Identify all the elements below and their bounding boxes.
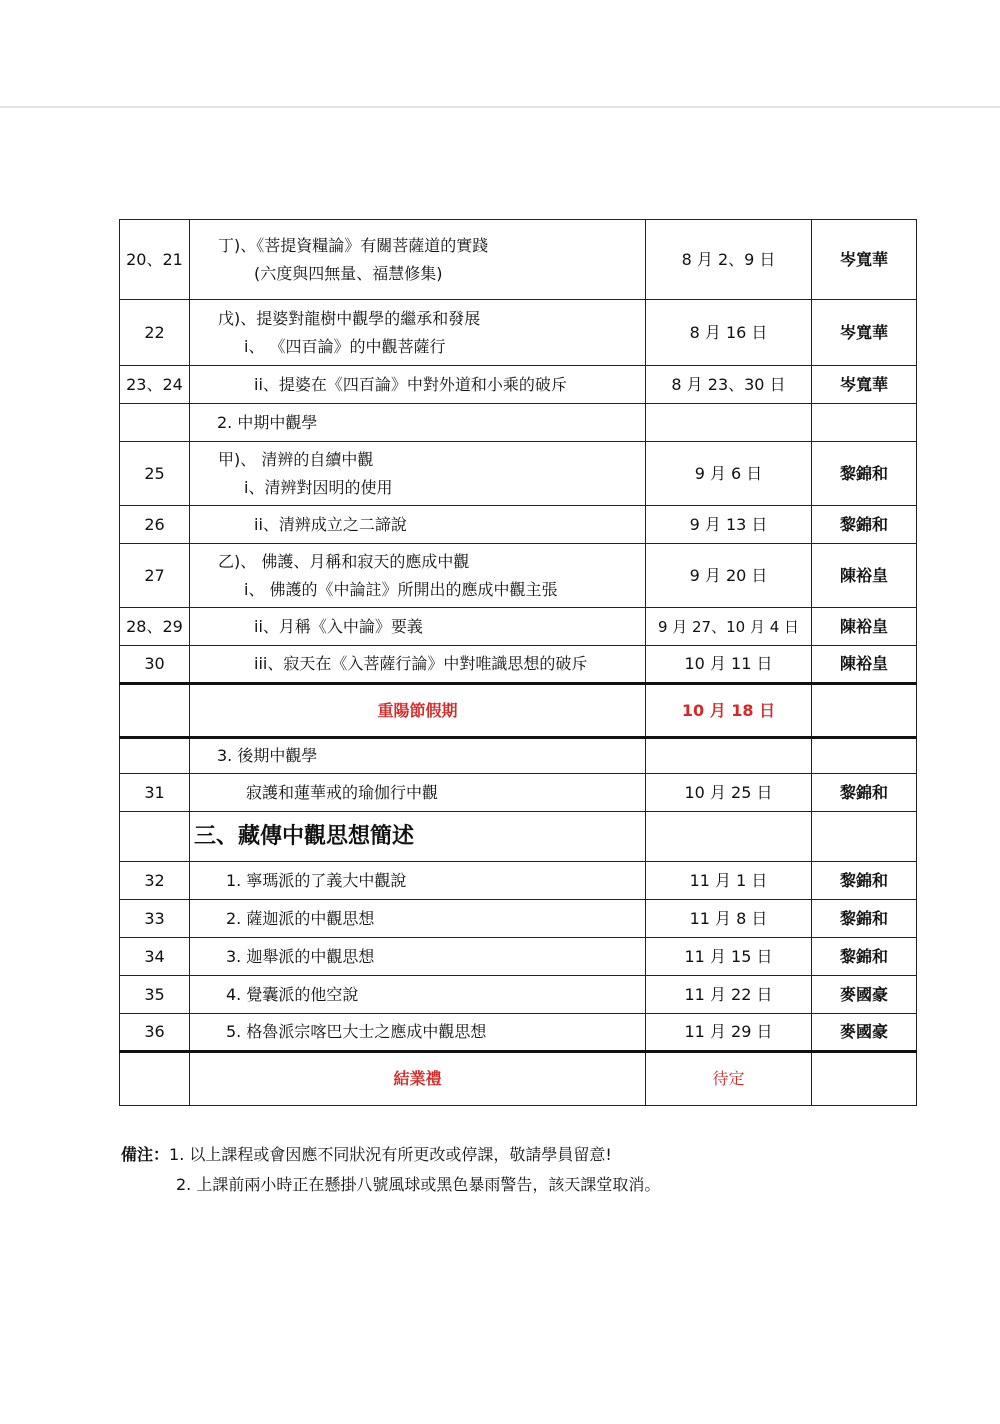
topic-line: 2. 中期中觀學 (217, 412, 318, 432)
lecturer-name: 麥國豪 (812, 976, 917, 1014)
session-date: 11 月 15 日 (646, 938, 812, 976)
session-date: 9 月 27、10 月 4 日 (646, 608, 812, 646)
session-date: 10 月 25 日 (646, 774, 812, 812)
session-number: 32 (120, 862, 190, 900)
topic-cell (190, 900, 646, 938)
session-number: 23、24 (120, 366, 190, 404)
table-row (120, 738, 917, 774)
topic-line: i、清辨對因明的使用 (244, 477, 393, 497)
graduation-row (120, 1052, 917, 1106)
topic-cell (190, 862, 646, 900)
subsection-heading (190, 404, 646, 442)
topic-cell (190, 366, 646, 404)
section-heading (190, 812, 646, 862)
session-number (120, 404, 190, 442)
course-schedule-table (119, 219, 917, 1106)
lecturer-name: 麥國豪 (812, 1014, 917, 1052)
table-row (120, 1014, 917, 1052)
holiday-row (120, 684, 917, 738)
topic-cell (190, 300, 646, 366)
table-row (120, 774, 917, 812)
session-number: 34 (120, 938, 190, 976)
lecturer-name: 黎錦和 (812, 938, 917, 976)
table-row (120, 442, 917, 506)
holiday-date: 10 月 18 日 (646, 684, 812, 738)
table-row (120, 900, 917, 938)
session-date: 9 月 6 日 (646, 442, 812, 506)
lecturer-name: 岑寬華 (812, 300, 917, 366)
topic-line: (六度與四無量、福慧修集) (254, 263, 443, 283)
topic-line: 4. 覺囊派的他空說 (226, 984, 359, 1004)
topic-line: 戊)、提婆對龍樹中觀學的繼承和發展 (218, 308, 481, 328)
lecturer-name: 黎錦和 (812, 774, 917, 812)
session-number: 31 (120, 774, 190, 812)
lecturer-name: 陳裕皇 (812, 608, 917, 646)
session-number: 30 (120, 646, 190, 684)
topic-line: 寂護和蓮華戒的瑜伽行中觀 (246, 782, 439, 802)
table-row (120, 404, 917, 442)
graduation-title: 結業禮 (190, 1052, 646, 1106)
session-number (120, 812, 190, 862)
topic-line: ii、清辨成立之二諦說 (254, 514, 407, 534)
session-date: 9 月 13 日 (646, 506, 812, 544)
topic-cell (190, 544, 646, 608)
lecturer-name (812, 1052, 917, 1106)
lecturer-name (812, 404, 917, 442)
session-number: 25 (120, 442, 190, 506)
section-title: 三、藏傳中觀思想簡述 (194, 823, 415, 849)
session-number: 36 (120, 1014, 190, 1052)
table-row (120, 608, 917, 646)
remark-line (121, 1140, 660, 1170)
topic-line: i、 佛護的《中論註》所開出的應成中觀主張 (244, 579, 558, 599)
topic-line: 3. 迦舉派的中觀思想 (226, 946, 375, 966)
table-row (120, 544, 917, 608)
session-date: 8 月 2、9 日 (646, 220, 812, 300)
topic-cell (190, 442, 646, 506)
topic-cell (190, 938, 646, 976)
topic-line: 2. 薩迦派的中觀思想 (226, 908, 375, 928)
table-row (120, 938, 917, 976)
lecturer-name (812, 738, 917, 774)
topic-line: i、 《四百論》的中觀菩薩行 (244, 336, 446, 356)
session-date (646, 738, 812, 774)
session-date: 11 月 22 日 (646, 976, 812, 1014)
topic-line: 5. 格魯派宗喀巴大士之應成中觀思想 (226, 1022, 487, 1041)
session-date: 10 月 11 日 (646, 646, 812, 684)
remark-text: 2. 上課前兩小時正在懸掛八號風球或黑色暴雨警告，該天課堂取消。 (176, 1175, 661, 1194)
lecturer-name (812, 812, 917, 862)
viewer-top-bar (0, 0, 1000, 108)
lecturer-name (812, 684, 917, 738)
session-date: 11 月 29 日 (646, 1014, 812, 1052)
lecturer-name: 陳裕皇 (812, 544, 917, 608)
table-row (120, 220, 917, 300)
session-number: 33 (120, 900, 190, 938)
topic-cell (190, 220, 646, 300)
session-number: 27 (120, 544, 190, 608)
session-date: 8 月 16 日 (646, 300, 812, 366)
table-row (120, 646, 917, 684)
topic-line: 1. 寧瑪派的了義大中觀說 (226, 870, 407, 890)
remark-line (121, 1170, 660, 1200)
topic-cell (190, 646, 646, 684)
topic-cell (190, 976, 646, 1014)
lecturer-name: 黎錦和 (812, 900, 917, 938)
holiday-title: 重陽節假期 (190, 684, 646, 738)
topic-line: 3. 後期中觀學 (217, 746, 318, 765)
remarks (121, 1140, 660, 1200)
session-number: 28、29 (120, 608, 190, 646)
session-number: 26 (120, 506, 190, 544)
topic-line: 丁)、《菩提資糧論》有關菩薩道的實踐 (218, 235, 489, 255)
table-row (120, 812, 917, 862)
topic-cell (190, 608, 646, 646)
topic-cell (190, 506, 646, 544)
subsection-heading (190, 738, 646, 774)
remark-label: 備注： (121, 1145, 170, 1164)
session-date (646, 404, 812, 442)
table-row (120, 976, 917, 1014)
session-date: 11 月 1 日 (646, 862, 812, 900)
lecturer-name: 黎錦和 (812, 442, 917, 506)
session-number: 20、21 (120, 220, 190, 300)
session-date: 9 月 20 日 (646, 544, 812, 608)
session-number (120, 738, 190, 774)
topic-line: ii、提婆在《四百論》中對外道和小乘的破斥 (254, 374, 567, 394)
remark-text: 1. 以上課程或會因應不同狀況有所更改或停課，敬請學員留意! (169, 1145, 612, 1164)
topic-line: 乙)、 佛護、月稱和寂天的應成中觀 (218, 551, 470, 571)
session-date (646, 812, 812, 862)
table-row (120, 862, 917, 900)
session-date: 11 月 8 日 (646, 900, 812, 938)
session-number: 22 (120, 300, 190, 366)
session-number (120, 1052, 190, 1106)
topic-line: iii、寂天在《入菩薩行論》中對唯識思想的破斥 (254, 654, 588, 673)
lecturer-name: 岑寬華 (812, 220, 917, 300)
session-date: 8 月 23、30 日 (646, 366, 812, 404)
topic-line: 甲)、 清辨的自續中觀 (218, 449, 374, 469)
lecturer-name: 陳裕皇 (812, 646, 917, 684)
lecturer-name: 黎錦和 (812, 862, 917, 900)
session-number: 35 (120, 976, 190, 1014)
lecturer-name: 黎錦和 (812, 506, 917, 544)
graduation-date: 待定 (646, 1052, 812, 1106)
topic-line: ii、月稱《入中論》要義 (254, 616, 423, 636)
table-row (120, 366, 917, 404)
table-row (120, 300, 917, 366)
table-row (120, 506, 917, 544)
session-number (120, 684, 190, 738)
topic-cell (190, 774, 646, 812)
topic-cell (190, 1014, 646, 1052)
lecturer-name: 岑寬華 (812, 366, 917, 404)
